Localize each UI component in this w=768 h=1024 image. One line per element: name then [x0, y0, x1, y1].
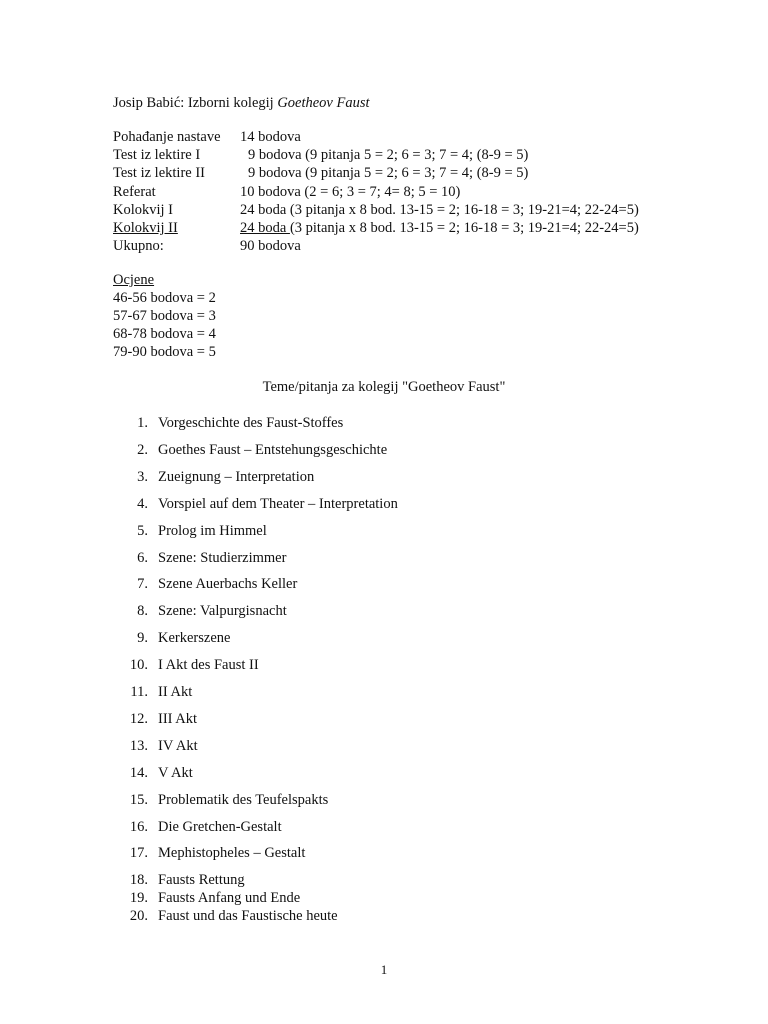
topic-text: Kerkerszene: [158, 630, 231, 647]
topic-item: [0, 414, 700, 432]
topic-number: 14.: [129, 764, 148, 781]
topic-item: [0, 871, 700, 889]
topic-number: 8.: [137, 603, 148, 620]
topic-item: [0, 495, 700, 513]
document-title: [113, 94, 370, 112]
topic-item: [0, 818, 700, 836]
topic-number: 4.: [137, 495, 148, 512]
grading-label: Kolokvij I: [113, 201, 174, 218]
topic-number: 6.: [137, 549, 148, 566]
topic-item: [0, 441, 700, 459]
topic-text: Mephistopheles – Gestalt: [158, 845, 306, 862]
topic-number: 12.: [129, 710, 148, 727]
topic-text: Vorgeschichte des Faust-Stoffes: [158, 415, 344, 431]
page-number: 1: [380, 962, 388, 977]
topic-item: [0, 656, 700, 674]
topic-item: [0, 844, 700, 862]
topic-text: V Akt: [158, 764, 193, 781]
topic-number: 2.: [137, 441, 148, 458]
topic-text: IV Akt: [158, 737, 198, 754]
topic-text: III Akt: [158, 710, 198, 727]
topic-number: 1.: [137, 415, 148, 431]
topic-number: 7.: [137, 576, 148, 593]
grading-points: 10 bodova (2 = 6; 3 = 7; 4= 8; 5 = 10): [240, 183, 461, 200]
topic-text: Faust und das Faustische heute: [158, 908, 338, 925]
topic-number: 3.: [137, 468, 148, 485]
grade-line: 46-56 bodova = 2: [113, 290, 216, 306]
grading-row-test-1: [113, 146, 713, 164]
topic-number: 9.: [137, 630, 148, 647]
topic-number: 15.: [129, 791, 148, 808]
grading-label: [113, 219, 240, 237]
topic-number: 18.: [129, 872, 148, 889]
topic-number: 16.: [129, 818, 148, 835]
topic-text: Goethes Faust – Entstehungsgeschichte: [158, 441, 388, 458]
grading-label: Ukupno:: [113, 238, 164, 255]
topic-item: [0, 737, 700, 755]
topic-item: [0, 791, 700, 809]
grading-label: Test iz lektire I: [113, 147, 201, 164]
topic-text: Szene: Studierzimmer: [158, 549, 287, 566]
grades-heading: Ocjene: [113, 272, 155, 288]
topic-number: 10.: [129, 657, 148, 674]
topic-item: [0, 710, 700, 728]
grading-row-total: [113, 237, 713, 255]
topic-item: [0, 683, 700, 701]
title-course-name: Goetheov Faust: [277, 95, 370, 111]
topic-text: Prolog im Himmel: [158, 522, 267, 539]
grading-points-rest: (3 pitanja x 8 bod. 13-15 = 2; 16-18 = 3; 19-21=4; 22-24=5): [289, 220, 639, 236]
topic-number: 19.: [129, 890, 148, 907]
topic-item: [0, 602, 700, 620]
topic-text: Szene: Valpurgisnacht: [158, 603, 287, 620]
topic-text: Zueignung – Interpretation: [158, 468, 315, 485]
grades-section: [113, 271, 216, 361]
grading-row-kolokvij-2: [113, 219, 713, 237]
grading-row-referat: [113, 183, 713, 201]
topic-number: 5.: [137, 522, 148, 539]
grading-row-kolokvij-1: [113, 201, 713, 219]
grading-label: Pohađanje nastave: [113, 129, 221, 145]
topic-text: I Akt des Faust II: [158, 657, 259, 674]
grading-points: 24 boda (3 pitanja x 8 bod. 13-15 = 2; 16-18 = 3; 19-21=4; 22-24=5): [240, 201, 639, 218]
topic-text: II Akt: [158, 684, 193, 700]
topic-text: Fausts Anfang und Ende: [158, 890, 301, 907]
topic-item: [0, 764, 700, 782]
grade-line: 79-90 bodova = 5: [113, 344, 216, 360]
grade-line: 68-78 bodova = 4: [113, 326, 216, 342]
topic-text: Szene Auerbachs Keller: [158, 576, 298, 593]
grading-points: 14 bodova: [240, 129, 301, 145]
topic-text: Problematik des Teufelspakts: [158, 791, 329, 808]
topic-item: [0, 549, 700, 567]
grading-row-attendance: [113, 128, 713, 146]
topic-item: [0, 889, 700, 907]
topic-item: [0, 522, 700, 540]
topic-number: 17.: [129, 845, 148, 862]
grading-points: [240, 219, 639, 237]
grading-points: 9 bodova (9 pitanja 5 = 2; 6 = 3; 7 = 4; (8-9 = 5): [248, 165, 529, 182]
topics-heading: Teme/pitanja za kolegij "Goetheov Faust": [262, 379, 506, 395]
topic-item: [0, 468, 700, 486]
topic-number: 11.: [130, 684, 148, 700]
grade-line: 57-67 bodova = 3: [113, 308, 216, 324]
topic-text: Die Gretchen-Gestalt: [158, 818, 282, 835]
grading-points-underlined: 24 boda: [240, 220, 290, 236]
topic-text: Fausts Rettung: [158, 872, 245, 889]
topic-number: 13.: [129, 737, 148, 754]
grading-points: 9 bodova (9 pitanja 5 = 2; 6 = 3; 7 = 4; (8-9 = 5): [248, 147, 529, 164]
grading-label: Referat: [113, 183, 156, 200]
title-author-course: Josip Babić: Izborni kolegij: [113, 95, 278, 111]
grading-label: Test iz lektire II: [113, 165, 205, 182]
topic-item: [0, 907, 700, 925]
grading-points: 90 bodova: [240, 238, 301, 255]
grading-row-test-2: [113, 164, 713, 182]
grading-label-underlined: Kolokvij II: [113, 220, 178, 236]
topic-item: [0, 575, 700, 593]
topic-item: [0, 629, 700, 647]
topic-number: 20.: [129, 908, 148, 925]
topic-text: Vorspiel auf dem Theater – Interpretation: [158, 495, 398, 512]
